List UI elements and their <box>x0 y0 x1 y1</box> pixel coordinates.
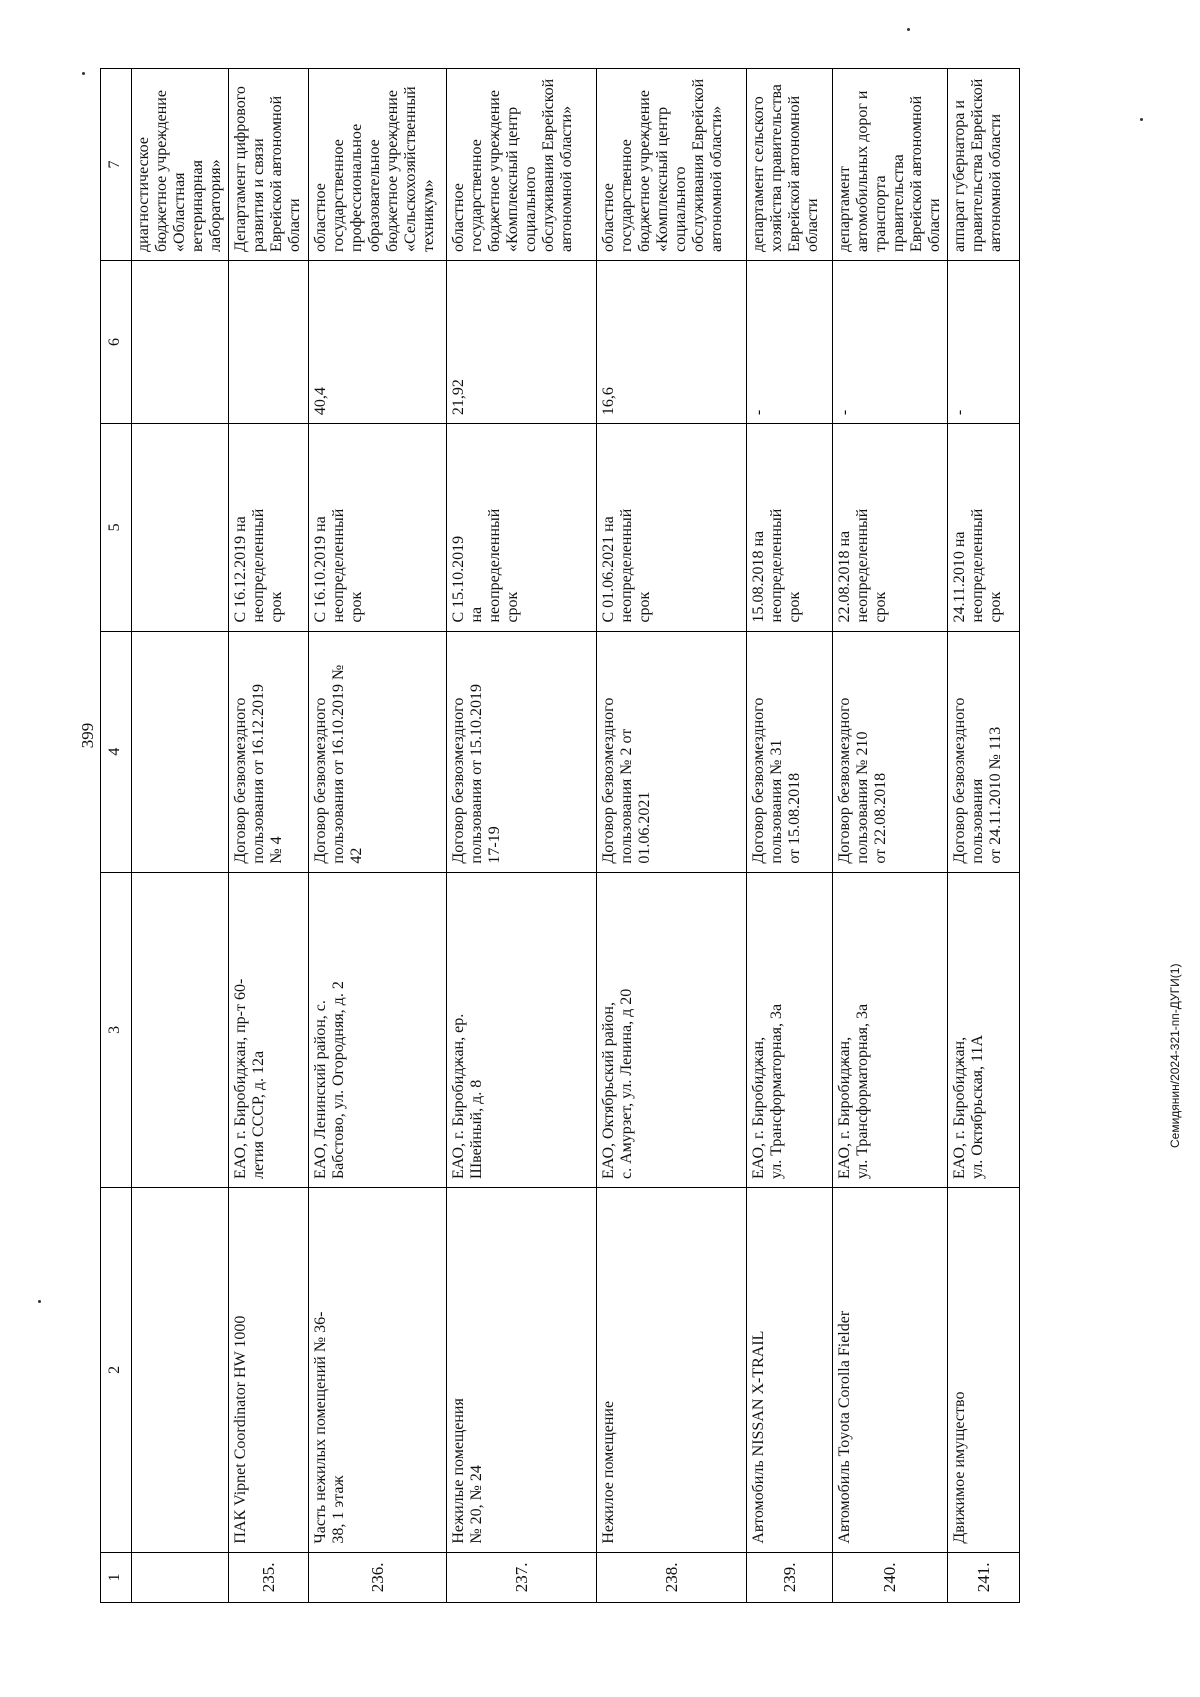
row-number: 236. <box>309 1552 447 1602</box>
term: 24.11.2010 на неопределенный срок <box>948 424 1020 631</box>
holder: Департамент цифрового развития и связи Еврейской автономной области <box>229 69 309 261</box>
object-address: ЕАО, Октябрьский район, с. Амурзет, ул. Ленина, д 20 <box>597 872 747 1187</box>
header-cell-1: 1 <box>101 1552 132 1602</box>
term: С 16.12.2019 на неопределенный срок <box>229 424 309 631</box>
row-number: 238. <box>597 1552 747 1602</box>
contract-basis: Договор безвозмездного пользования от 24.11.2010 № 113 <box>948 631 1020 872</box>
row-number: 239. <box>747 1552 833 1602</box>
table-row <box>948 69 1020 1603</box>
property-table <box>100 68 1020 1603</box>
contract-basis: Договор безвозмездного пользования от 16.12.2019 № 4 <box>229 631 309 872</box>
cont-c7: диагностическое бюджетное учреждение «Областная ветеринарная лаборатория» <box>132 69 229 261</box>
object-address: ЕАО, г. Биробиджан, ул. Трансформаторная, 3а <box>833 872 948 1187</box>
object-name: Нежилое помещение <box>597 1188 747 1553</box>
object-address: ЕАО, Ленинский район, с. Бабстово, ул. Огородняя, д. 2 <box>309 872 447 1187</box>
object-name: Автомобиль NISSAN X-TRAIL <box>747 1188 833 1553</box>
contract-basis: Договор безвозмездного пользования № 210 от 22.08.2018 <box>833 631 948 872</box>
object-address: ЕАО, г. Биробиджан, ер. Швейный, д. 8 <box>447 872 597 1187</box>
rotated-page <box>78 68 1058 1603</box>
object-name: ПАК Vipnet Coordinator HW 1000 <box>229 1188 309 1553</box>
table-row <box>833 69 948 1603</box>
header-cell-7: 7 <box>101 69 132 261</box>
object-address: ЕАО, г. Биробиджан, ул. Трансформаторная, 3а <box>747 872 833 1187</box>
header-cell-4: 4 <box>101 631 132 872</box>
cont-c5 <box>132 424 229 631</box>
holder: департамент автомобильных дорог и транспорта правительства Еврейской автономной области <box>833 69 948 261</box>
area: - <box>833 260 948 423</box>
table-row <box>597 69 747 1603</box>
table-row <box>747 69 833 1603</box>
contract-basis: Договор безвозмездного пользования № 2 от 01.06.2021 <box>597 631 747 872</box>
cont-c4 <box>132 631 229 872</box>
area: - <box>747 260 833 423</box>
object-address: ЕАО, г. Биробиджан, пр-т 60- летия СССР, д. 12а <box>229 872 309 1187</box>
object-name: Нежилые помещения № 20, № 24 <box>447 1188 597 1553</box>
term: С 15.10.2019 на неопределенный срок <box>447 424 597 631</box>
row-number: 237. <box>447 1552 597 1602</box>
holder: аппарат губернатора и правительства Еврейской автономной области <box>948 69 1020 261</box>
scan-speck <box>1140 118 1143 121</box>
object-name: Часть нежилых помещений № 36- 38, 1 этаж <box>309 1188 447 1553</box>
scan-speck <box>38 1300 41 1303</box>
table-row <box>447 69 597 1603</box>
contract-basis: Договор безвозмездного пользования от 16.10.2019 № 42 <box>309 631 447 872</box>
table-row <box>309 69 447 1603</box>
header-row <box>101 69 132 1603</box>
header-cell-3: 3 <box>101 872 132 1187</box>
continuation-row <box>132 69 229 1603</box>
cont-c6 <box>132 260 229 423</box>
area: - <box>948 260 1020 423</box>
object-name: Движимое имущество <box>948 1188 1020 1553</box>
term: С 16.10.2019 на неопределенный срок <box>309 424 447 631</box>
holder: областное государственное бюджетное учреждение «Комплексный центр социального обслуживания Еврейской автономной области» <box>447 69 597 261</box>
row-number: 241. <box>948 1552 1020 1602</box>
contract-basis: Договор безвозмездного пользования от 15.10.2019 17-19 <box>447 631 597 872</box>
object-name: Автомобиль Toyota Corolla Fielder <box>833 1188 948 1553</box>
area: 21,92 <box>447 260 597 423</box>
area <box>229 260 309 423</box>
scan-speck <box>82 72 85 75</box>
header-cell-6: 6 <box>101 260 132 423</box>
term: 15.08.2018 на неопределенный срок <box>747 424 833 631</box>
holder: департамент сельского хозяйства правительства Еврейской автономной области <box>747 69 833 261</box>
cont-c2 <box>132 1188 229 1553</box>
scan-speck <box>907 28 910 31</box>
holder: областное государственное бюджетное учреждение «Комплексный центр социального обслуживания Еврейской автономной области» <box>597 69 747 261</box>
row-number: 240. <box>833 1552 948 1602</box>
contract-basis: Договор безвозмездного пользования № 31 от 15.08.2018 <box>747 631 833 872</box>
area: 16,6 <box>597 260 747 423</box>
row-number: 235. <box>229 1552 309 1602</box>
cont-c3 <box>132 872 229 1187</box>
header-cell-5: 5 <box>101 424 132 631</box>
page-number: 399 <box>78 722 97 749</box>
header-cell-2: 2 <box>101 1188 132 1553</box>
term: С 01.06.2021 на неопределенный срок <box>597 424 747 631</box>
cont-num <box>132 1552 229 1602</box>
table-row <box>229 69 309 1603</box>
document-footer: Семидянин/2024-321-пп-ДУГИ(1) <box>1168 963 1182 1148</box>
area: 40,4 <box>309 260 447 423</box>
term: 22.08.2018 на неопределенный срок <box>833 424 948 631</box>
object-address: ЕАО, г. Биробиджан, ул. Октябрьская, 11А <box>948 872 1020 1187</box>
holder: областное государственное профессиональное образовательное бюджетное учреждение «Сельскохозяйственный техникум» <box>309 69 447 261</box>
